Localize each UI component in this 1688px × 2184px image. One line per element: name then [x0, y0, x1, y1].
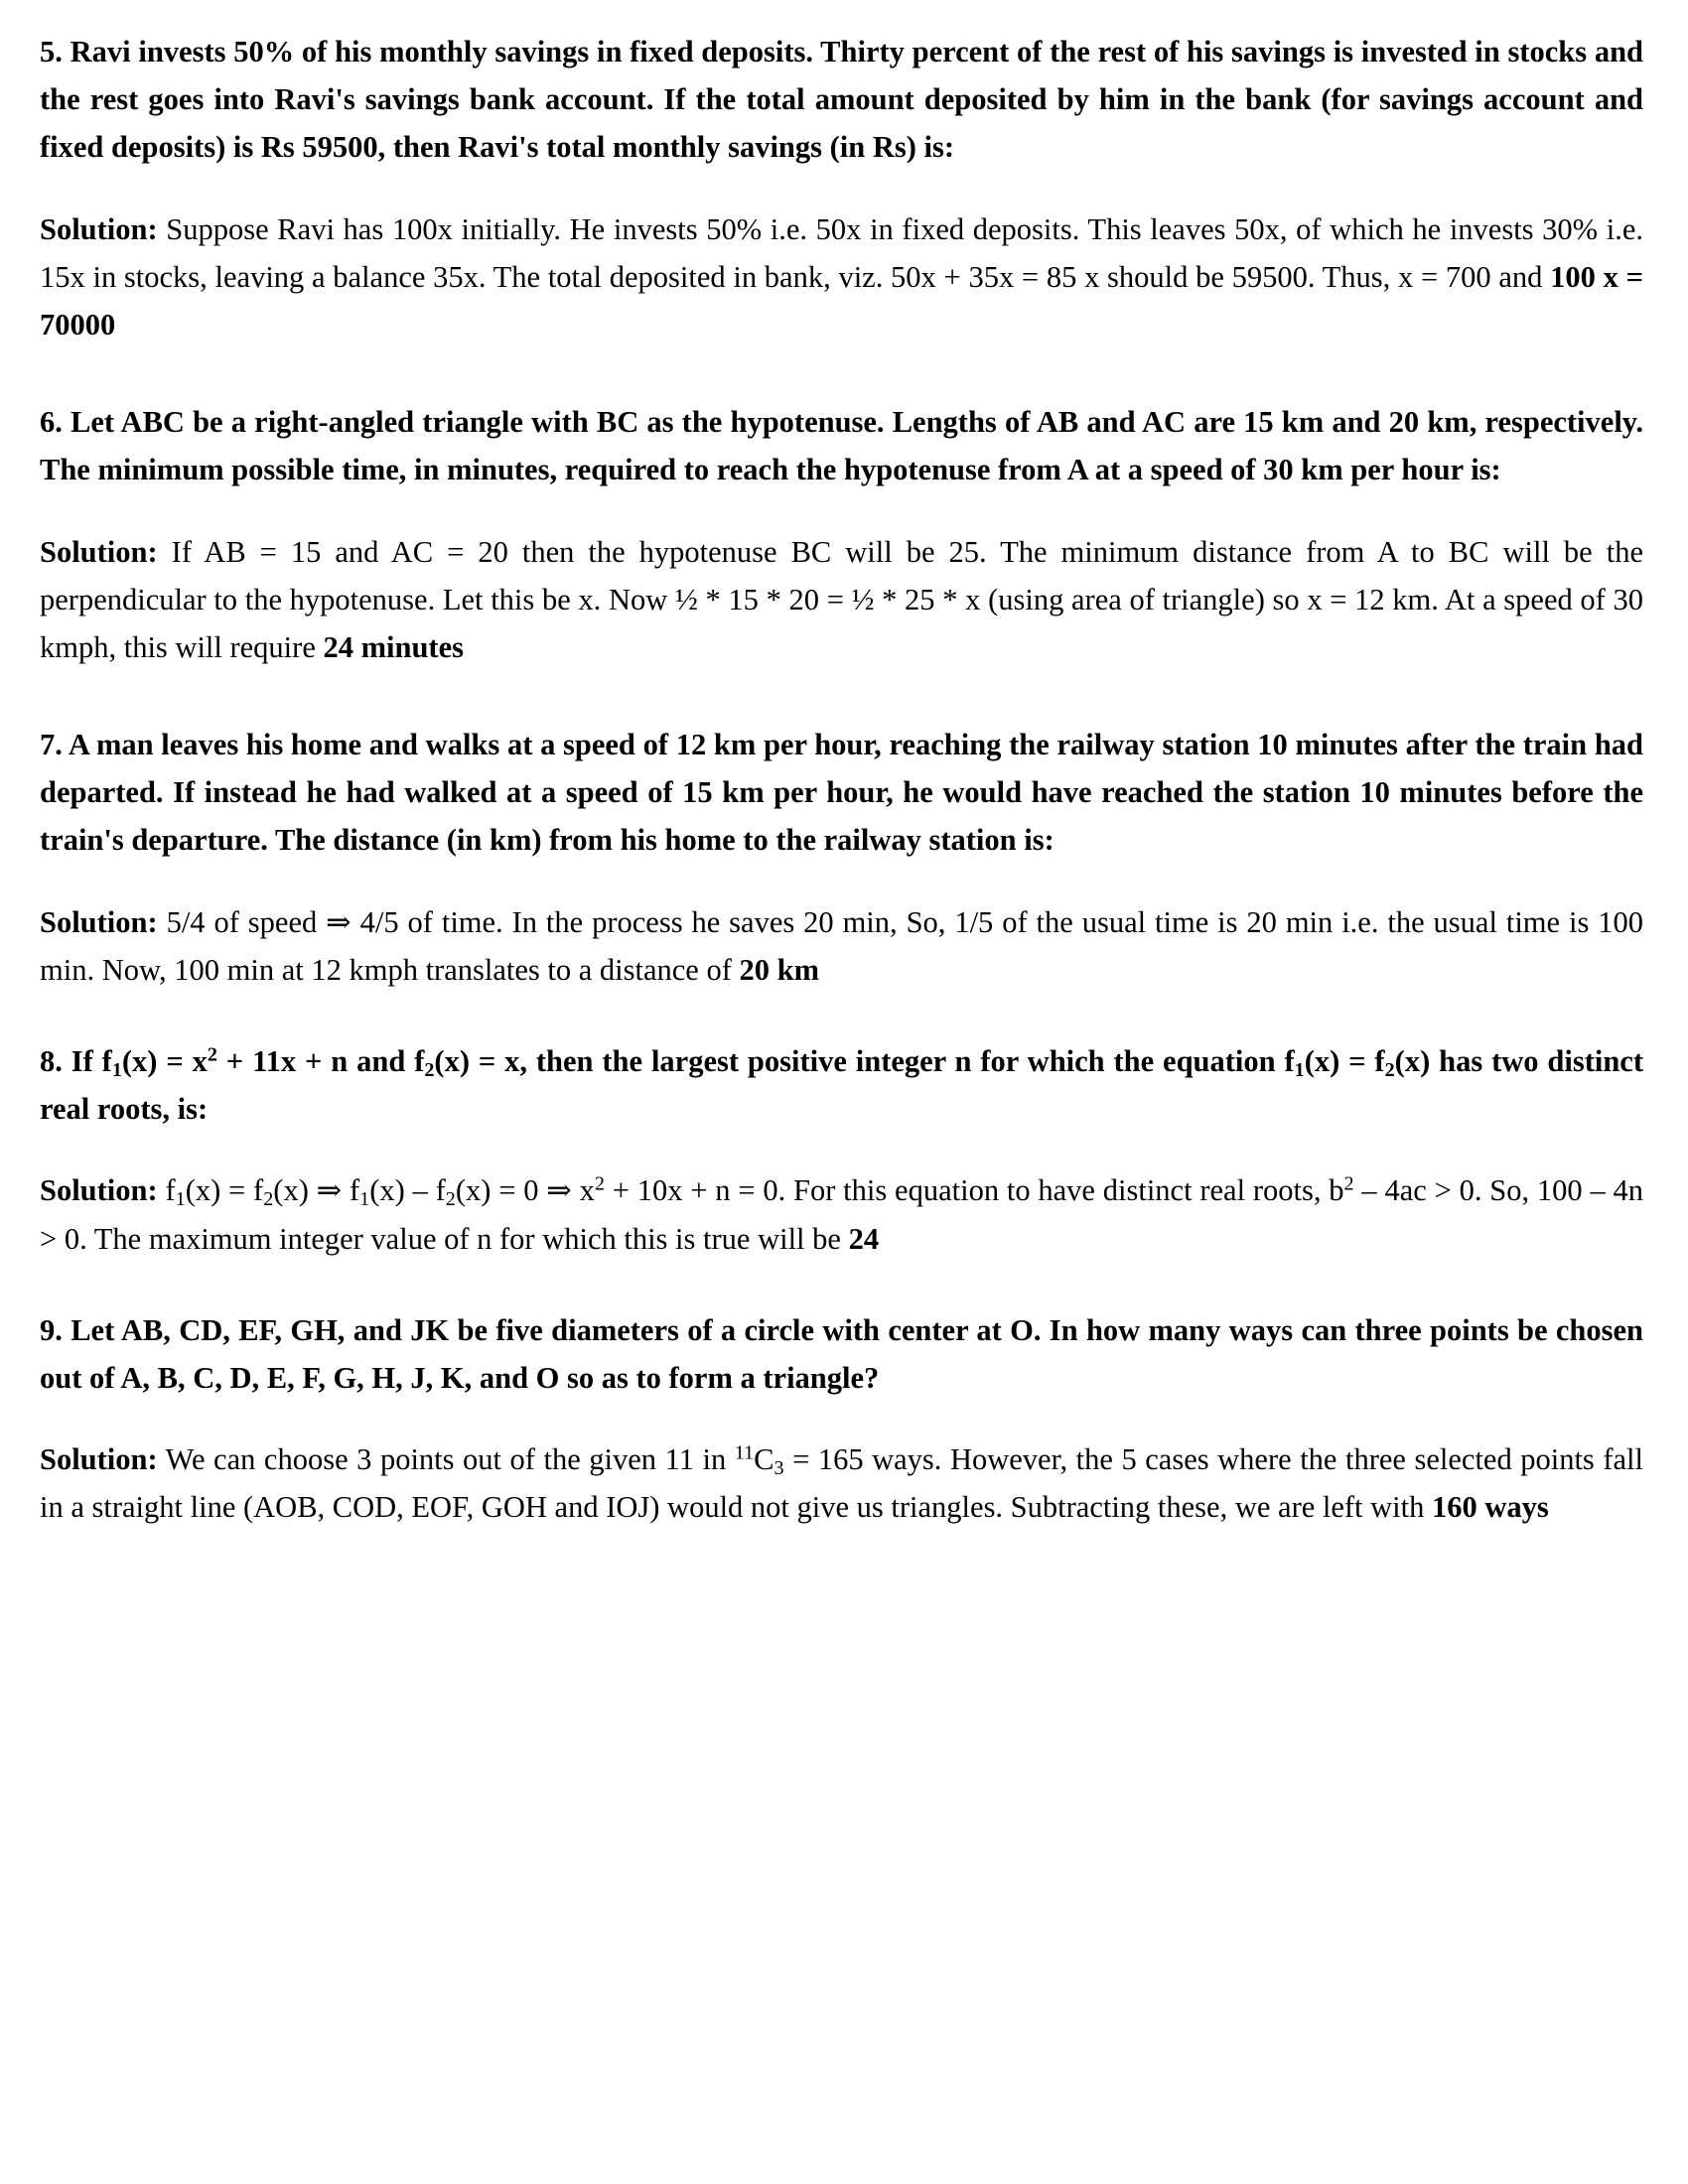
- solution-label-q9: Solution:: [40, 1442, 158, 1477]
- spacer: [40, 172, 1643, 205]
- solution-text-q9: [40, 1435, 1643, 1531]
- spacer: [40, 348, 1643, 398]
- solution-body-q8: $f_1(x) = f_2(x)$ ⇒ $f_1(x) - f_2(x) = 0$ ⇒ $x^2 + 10x + n = 0$. For this equation to have distinct real roots, $b^2 - 4ac > 0$. So, 100 – 4n > 0. The maximum integer value of n for which this is true will be 24: [40, 1172, 1643, 1256]
- spacer: [40, 994, 1643, 1037]
- solution-body-q6: If AB = 15 and AC = 20 then the hypotenuse BC will be 25. The minimum distance from A to BC will be the perpendicular to the hypotenuse. Let this be x. Now ½ * 15 * 20 = ½ * 25 * x (using area of triangle) so x = 12 km. At a speed of 30 kmph, this will require 24 minutes: [40, 534, 1643, 664]
- solution-label-q8: Solution:: [40, 1173, 158, 1208]
- solution-text-q6: [40, 528, 1643, 672]
- qa-block-q9: [40, 1306, 1643, 1532]
- question-text-q5: 5. Ravi invests 50% of his monthly savings in fixed deposits. Thirty percent of the rest of his savings is invested in stocks and the rest goes into Ravi's savings bank account. If the total amount deposited by him in the bank (for savings account and fixed deposits) is Rs 59500, then Ravi's total monthly savings (in Rs) is:: [40, 35, 1643, 165]
- spacer: [40, 1402, 1643, 1435]
- qa-block-q8: [40, 1037, 1643, 1263]
- qa-block-q5: [40, 28, 1643, 348]
- spacer: [40, 1263, 1643, 1306]
- question-text-q8: 8. If $f_1(x) = x^2 + 11x + n$ and $f_2(x) = x$, then the largest positive integer n for which the equation $f_1(x) = f_2(x)$ has two distinct real roots, is:: [40, 1043, 1643, 1127]
- solution-body-q7: 5/4 of speed ⇒ 4/5 of time. In the process he saves 20 min, So, 1/5 of the usual time is 20 min i.e. the usual time is 100 min. Now, 100 min at 12 kmph translates to a distance of 20 km: [40, 904, 1643, 987]
- solution-label-q5: Solution:: [40, 211, 158, 246]
- solution-body-q5: Suppose Ravi has 100x initially. He invests 50% i.e. 50x in fixed deposits. This leaves 50x, of which he invests 30% i.e. 15x in stocks, leaving a balance 35x. The total deposited in bank, viz. 50x + 35x = 85 x should be 59500. Thus, x = 700 and 100 x = 70000: [40, 211, 1643, 341]
- solution-body-q9: We can choose 3 points out of the given 11 in $^{11}C_3 = 165$ ways. However, the 5 cases where the three selected points fall in a straight line (AOB, COD, EOF, GOH and IOJ) would not give us triangles. Subtracting these, we are left with 160 ways: [40, 1441, 1643, 1525]
- question-text-q9: 9. Let AB, CD, EF, GH, and JK be five diameters of a circle with center at O. In how many ways can three points be chosen out of A, B, C, D, E, F, G, H, J, K, and O so as to form a triangle?: [40, 1312, 1643, 1395]
- qa-block-q6: [40, 398, 1643, 671]
- solution-label-q7: Solution:: [40, 904, 158, 939]
- spacer: [40, 494, 1643, 528]
- spacer: [40, 1133, 1643, 1166]
- qa-block-q7: [40, 721, 1643, 994]
- solution-text-q7: [40, 898, 1643, 994]
- solution-text-q8: [40, 1166, 1643, 1262]
- question-text-q6: 6. Let ABC be a right-angled triangle with BC as the hypotenuse. Lengths of AB and AC are 15 km and 20 km, respectively. The minimum possible time, in minutes, required to reach the hypotenuse from A at a speed of 30 km per hour is:: [40, 405, 1643, 487]
- solution-label-q6: Solution:: [40, 534, 158, 569]
- solution-text-q5: [40, 205, 1643, 349]
- question-text-q7: 7. A man leaves his home and walks at a speed of 12 km per hour, reaching the railway station 10 minutes after the train had departed. If instead he had walked at a speed of 15 km per hour, he would have reached the station 10 minutes before the train's departure. The distance (in km) from his home to the railway station is:: [40, 728, 1643, 858]
- spacer: [40, 865, 1643, 898]
- spacer: [40, 671, 1643, 721]
